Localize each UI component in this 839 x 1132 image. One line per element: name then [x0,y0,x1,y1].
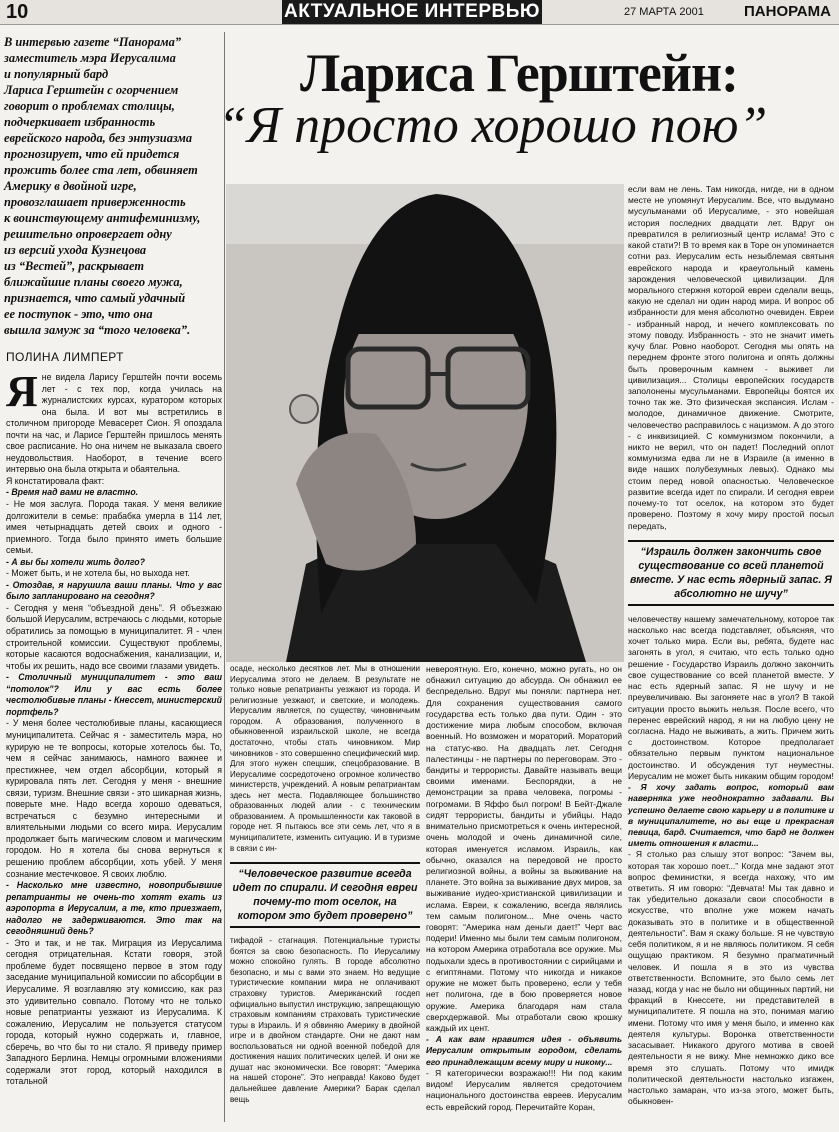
lead-line: Лариса Герштейн с огорчением [4,83,179,97]
interview-answer: - Я столько раз слышу этот вопрос: “Зачем вы, которая так хорошо поет...” Когда мне задают этот вопрос феминистки, я всегда нахожу, что им ответить. Я им говорю: “Девчата! Мы так давно и так убедительно доказали свои способности в искусстве, что вполне уже можем начать доказывать это в политике и в общественной деятельности”. Вам я скажу больше. Я не чувствую себя политиком, я и не являюсь политиком. Я себя ощущаю практиком. Я безумно прагматичный человек. И пошла я в это из чувства ответственности. Вспомните, это было семь лет назад, когда у нас не было ни общинных партий, ни фракций в Кнессете, ни представителей в муниципалитете. Я пошла на это, понимая магию имени. Потому что имя у меня было, и именно как деятеля культуры. Воронка ответственности засасывает. Никакого другого мотива в своей деятельности я не вижу. Мне немножко дико все время это слушать. Потому что имидж политической деятельности настолько изгажен, настолько замаран, что из-за этого, может быть, обыкновен- [628,849,834,1107]
article-paragraph: невероятную. Его, конечно, можно ругать, но он обнажил ситуацию до абсурда. Он обнажил ее беспредельно. Вдруг мы поняли: партнера нет. Для сохранения существования самого государства есть только два пути. Один - это достижение мира любым способом, включая военный. Но возможен и мораторий. Мораторий на статус-кво. На двадцать лет. Сегодня палестинцы - не партнеры по переговорам. Это - бандиты и террористы. Давайте называть вещи своими именами. Беспорядки, а не демонстрации за права человека, погромы - погромами. В Яффо был погром! В Бейт-Джале сидят террористы, бандиты и убийцы. Надо внимательно присмотреться к очень интересной, очень молодой и очень динамичной силе, которая именуется исламом. Израиль, как обычно, оказался на передовой не просто религиозной войны, а войны за выживание на планете. Это война за выживание двух миров, за выживание иудео-христианской цивилизации и ислама. Евреи, к сожалению, всегда являлись тем самым полигоном... Мне очень часто говорят: “Америка нам деньги дает!” Черт вас подери! Именно мы были тем самым полигоном, на котором Америка отработала все оружие. Мы подыхали здесь в противостоянии с сирийцами и с египтянами. Потому что никогда и никакое оружие не может быть проверено, если у тебя нет полигона, где в бою проверяется новое оружие. Америка благодаря нам стала сверхдержавой. Мы отработали свою крошку каждый их цент. [426,664,622,1033]
lead-line: подчеркивает избранность [4,115,156,129]
interview-question: - Столичный муниципалитет - это ваш “потолок”? Или у вас есть более честолюбивые планы - Кнессет, министерский портфель? [6,672,222,717]
lead-line: прожить более ста лет, обвиняет [4,163,198,177]
headline-quote: “Я просто хорошо пою” [218,97,768,154]
article-paragraph: Я констатировала факт: [6,475,105,486]
lead-line: к воинствующему антифеминизму, [4,211,201,225]
article-column-2 [230,664,420,1105]
article-paragraph: не видела Ларису Герштейн почти восемь лет - с тех пор, когда училась на журналистских курсах, куратором которых она была. И вот мы встретились в столичном пригороде Мевасерет Сион. Я опоздала почти на час, и Ларисе Герштейн пришлось менять свое расписание. Но она ничем не выказала своего неудовольствия. Наоборот, в течение всего интервью она была открыта и обаятельна. [6,372,222,475]
article-column-3 [426,664,622,1113]
lead-line: из “Вестей”, раскрывает [4,259,144,273]
interview-answer: - Не моя заслуга. Порода такая. У меня великие долгожители в семье: прабабка умерла в 114 лет, имея четырнадцать детей своих и одного - приемного. Тогда было принято иметь большие семьи. [6,499,222,556]
interview-answer: - Сегодня у меня “объездной день”. Я объезжаю большой Иерусалим, встречаюсь с людьми, которые обратились за помощью в муниципалитет. Я - член строительной комиссии. Существуют проблемы, которые касаются водоснабжения, канализации, и, чтобы их решить, надо все своими глазами увидеть. [6,602,222,671]
page-number: 10 [6,1,29,23]
interview-question: - Я хочу задать вопрос, который вам наверняка уже неоднократно задавали. Вы успешно делаете свою карьеру и в политике и в муниципалитете, но вы еще и прекрасная певица, бард. Считается, что бард не должен иметь отношения к власти... [628,782,834,849]
lead-line: Америку в двойной игре, [4,179,137,193]
pull-quote: “Израиль должен закончить свое существование со всей планетой вместе. У нас есть ядерный запас. Я абсолютно не шучу” [628,540,834,606]
interview-answer: - Я категорически возражаю!!! Ни под каким видом! Иерусалим является средоточием национального достоинства евреев. Иерусалим есть еврейский город. Перечитайте Коран, [426,1067,622,1112]
interview-answer: - Может быть, и не хотела бы, но выхода нет. [6,568,190,579]
article-paragraph: если вам не лень. Там никогда, нигде, ни в одном месте не упомянут Иерусалим. Все, что выдумано мусульманами об Иерусалиме, - это новейшая история последних двадцати лет. Вдруг он превратился в религиозный центр ислама! Это с какой стати?! В то время как в Торе он упоминается сотни раз. Иерусалим есть незыблемая святыня еврейского народа и краеугольный камень зарождения человеческой цивилизации. Для морального стержня которой евреи сделали вещь, какую не сделал ни один народ мира. И вопрос об избранности для меня абсолютно очевиден. Евреи - избранный народ, и нечего комплексовать по этому поводу. Избранность - это не значит иметь кучу благ. Ровно наоборот. Сегодня мы опять на переднем фронте этого полигона и опять должны быть проверочным камнем - выживет ли цивилизация... Столицы европейских государств заполонены мусульманами. Европейцы боятся их точно так же. Это физическая экспансия. Ислам - молодое, динамичное движение. Смотрите, человечество расправилось с нацизмом. А до этого - с инквизицией. С коммунизмом покончили, а никто не верил, что он падет! Последний оплот коммунизма едва ли не в Израиле (а именно в виде наших полубезумных левых). Однако мы стоим перед новой опасностью. Человеческое развитие всегда идет по спирали. И сегодня евреи почему-то тот оселок, на котором это будет проверено. Поэтому я хочу миру простой посыл передать, [628,184,834,531]
interview-question: - Время над вами не властно. [6,487,139,498]
lead-line: провозглашает приверженность [4,195,186,209]
interview-question: - Отоздав, я нарушила ваши планы. Что у вас было запланировано на сегодня? [6,579,222,602]
article-paragraph: человечеству нашему замечательному, которое так насколько нас всегда подставляет, объясняя, что хочет только мира. Если вы, ребята, будете нас загонять в угол, я считаю, что есть только одно решение - Государство Израиль должно закончить свое существование со всей планетой вместе. У нас есть ядерный запас. Я не шучу и не преувеличиваю. Вы загоняете нас в угол? В такой ситуации просто выжить нельзя. После всего, что перенес еврейский народ, я ни на любую цену не согласна. Надо не выживать, а жить. Причем жить с достоинством. Которое предполагает обязательно первым пунктом национальное достоинство. И обсуждения тут неуместны. Иерусалим не может быть никаким общим городом! [628,613,834,781]
lead-line: и популярный бард [4,67,109,81]
author-byline: ПОЛИНА ЛИМПЕРТ [6,350,124,364]
lead-paragraph [4,34,222,338]
interview-question: - А как вам нравится идея - объявить Иерусалим открытым городом, сделать его принадлежащим всему миру и никому... [426,1034,622,1067]
lead-line: признается, что самый удачный [4,291,186,305]
issue-date: 27 МАРТА 2001 [624,6,704,18]
pull-quote: “Человеческое развитие всегда идет по спирали. И сегодня евреи почему-то тот оселок, на котором это будет проверено” [230,862,420,928]
article-paragraph: тифадой - стагнация. Потенциальные туристы боятся за свою безопасность. По Иерусалиму можно спокойно гулять. В городе абсолютно безопасно, и мы с вами это знаем. Но ведущие туристические компании мира не оплачивают страховку туристов. Американский госдеп официально выпустил инструкцию, запрещающую страховым компаниям страховать туристические туры в Израиль. И я обвиняю Америку в двойной игре и в двойном стандарте. Они не дают нам воспользоваться ни одной военной победой для достижения наших политических целей. И они же душат нас экономически. Все говорят: “Америка на нашей стороне”. Это неправда! Каково будет дальнейшее давление Америки? Барак сделал вещь [230,936,420,1104]
interview-answer: - Это и так, и не так. Миграция из Иерусалима сегодня отрицательная. Кстати говоря, этой проблеме будет посвящено первое в этом году заседание муниципальной комиссии по абсорбции в Иерусалиме. Я возглавляю эту комиссию, как раз это удивительно совпало. Потому что не только новые репатрианты уезжают из Иерусалима. К сожалению, Иерусалим не пользуется статусом города, который нужно содержать и, главное, сберечь, во что бы то ни стало. Я приведу пример Западного Берлина. Немцы огромными вложениями содержали этот город, который находился в тотальной [6,937,222,1087]
headline-name: Лариса Герштейн: [300,43,739,103]
lead-line: В интервью газете “Панорама” [4,35,182,49]
lead-line: заместитель мэра Иерусалима [4,51,176,65]
lead-line: прогнозирует, что ей придется [4,147,180,161]
interview-question: - Насколько мне известно, новоприбывшие репатрианты не очень-то хотят ехать из аэропорта в Иерусалим, а те, кто приезжает, надолго не задерживаются. Это так на сегодняшний день? [6,880,222,937]
interview-question: - А вы бы хотели жить долго? [6,556,145,567]
newspaper-name: ПАНОРАМА [744,3,831,20]
lead-line: говорит о проблемах столицы, [4,99,175,113]
portrait-photo [226,184,624,662]
lead-line: ее поступок - это, что она [4,307,153,321]
lead-line: из версий ухода Кузнецова [4,243,147,257]
lead-line: ближайшие планы своего мужа, [4,275,183,289]
article-paragraph: осаде, несколько десятков лет. Мы в отношении Иерусалима этого не делаем. В результате не только новые репатрианты уезжают из города. И религиозные уезжают, и светские, и молодежь. Иерусалим является, по существу, чиновничьим городом. А образования, полученного в обыкновенной израильской школе, не всегда достаточно, чтобы стать чиновником. Мир чиновников - это совершенно специфический мир. Для этого нужен спецшик, спецобразование. В Иерусалиме сосредоточено огромное количество министерств, учреждений. А новым репатриантам здесь нет места. Подавляющее большинство образованных людей алии - с техническим образованием. А промышленности как таковой в городе нет. Я пытаюсь все эти семь лет, что я в муниципалитете, изменить ситуацию. И в туризме в связи с ин- [230,664,420,853]
article-column-1 [6,367,222,1088]
drop-cap: Я [6,367,38,416]
lead-line: решительно опровергает одну [4,227,172,241]
section-title: АКТУАЛЬНОЕ ИНТЕРВЬЮ [282,0,542,24]
article-column-4 [628,184,834,1107]
lead-line: вышла замуж за “того человека”. [4,323,191,337]
column-divider [224,32,225,1122]
interview-answer: - У меня более честолюбивые планы, касающиеся муниципалитета. Сейчас я - заместитель мэра, но курирую не те вопросы, которые хотелось бы. То, чем я сейчас занимаюсь, намного важнее и престижнее, чем отдел абсорбции, который я курировала пять лет. Сегодня у меня - внешние связи, туризм. Внешние связи - это шикарная жизнь, поверьте мне. Надо всегда хорошо одеваться, встречаться с безумно интересными и влиятельными людьми со всего мира. Иерусалим продолжает быть магическим словом и магическим городом. Но я хотела бы снова вернуться к решению проблем абсорбции, хоть убей. У меня сознание местечковое. Я своих люблю. [6,718,222,879]
lead-line: еврейского народа, без энтузиазма [4,131,193,145]
